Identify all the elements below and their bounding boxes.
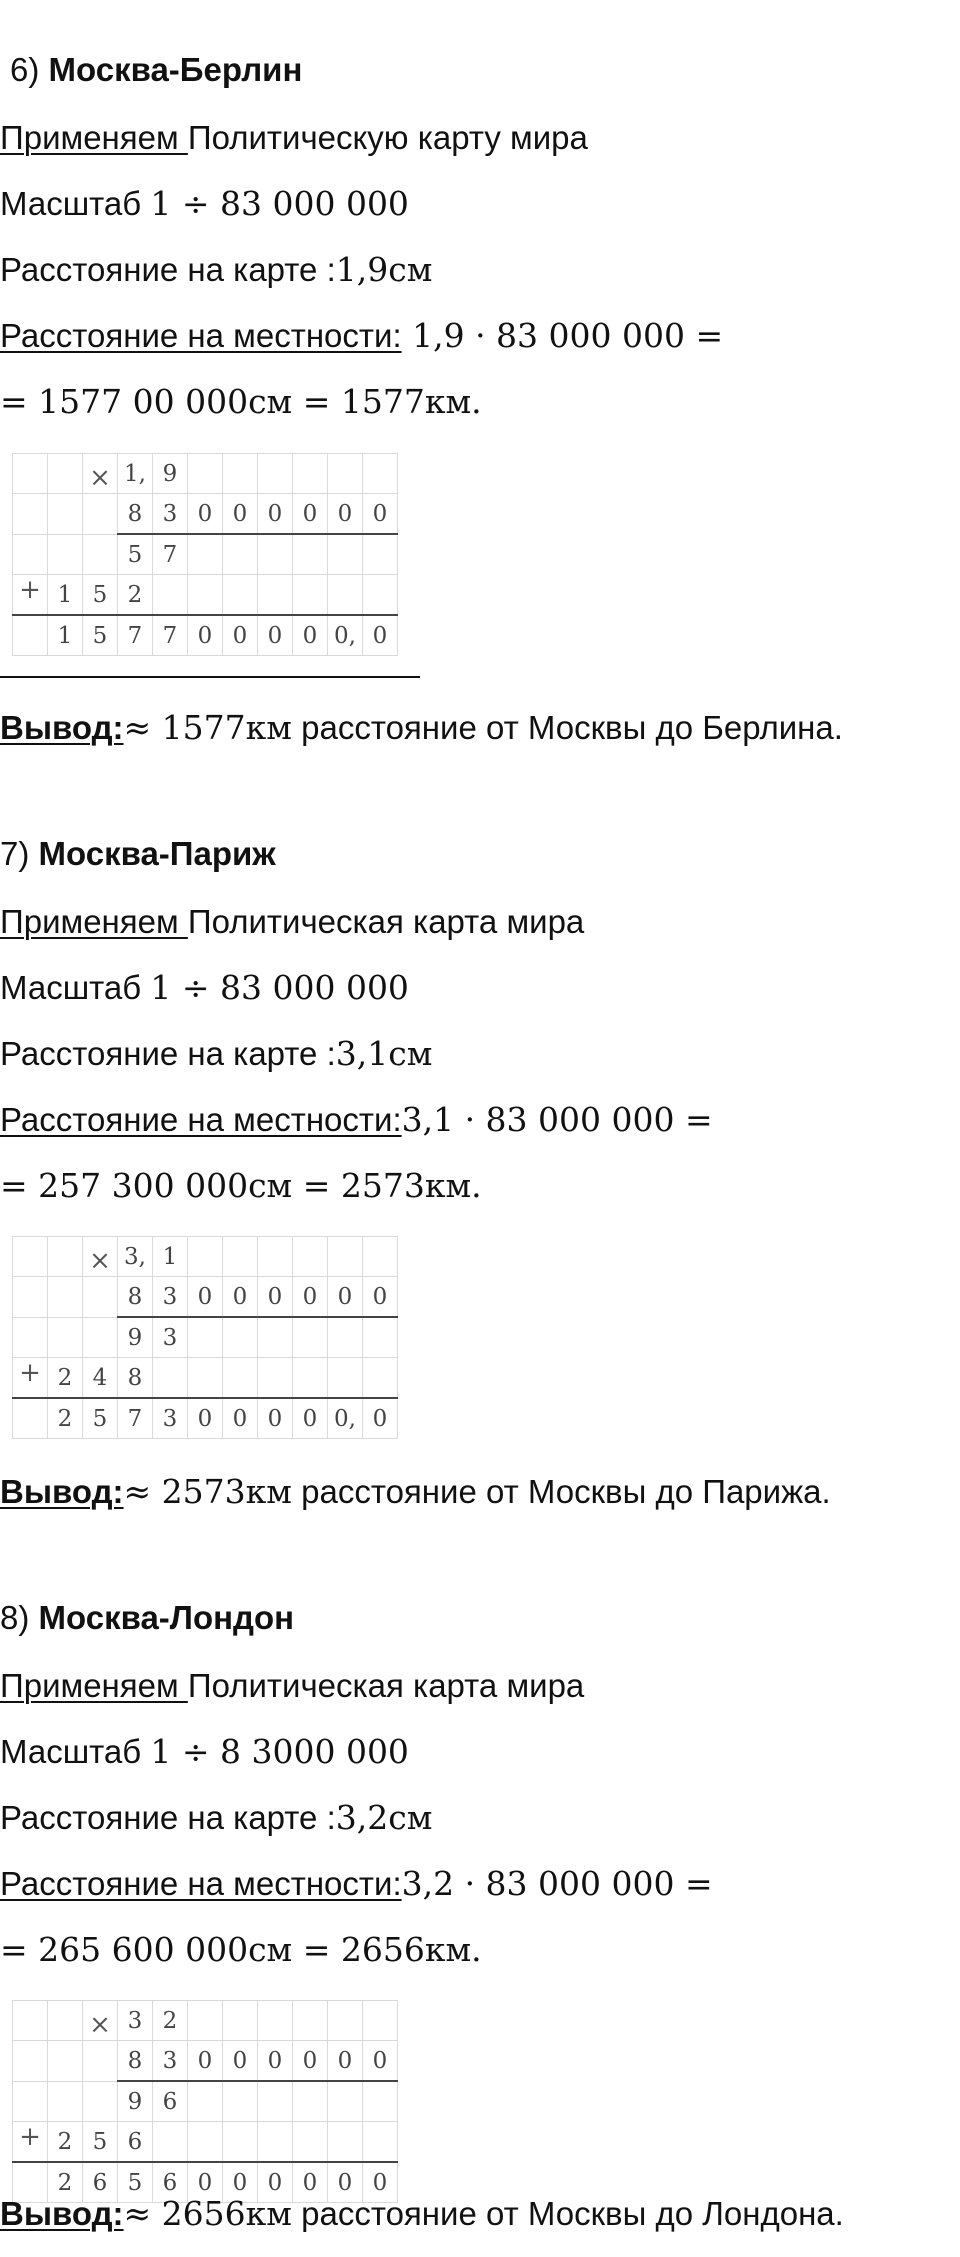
cell (188, 2122, 223, 2163)
cell: 2 (48, 2122, 83, 2163)
cell (83, 494, 118, 535)
cell (13, 454, 48, 494)
cell: 0 (188, 2041, 223, 2082)
plus-sign: + (13, 575, 48, 616)
ground-distance-line (0, 316, 723, 357)
cell (258, 2001, 293, 2041)
cell: 9 (153, 454, 188, 494)
ground-distance-line (0, 1864, 713, 1905)
cell: 1, (118, 454, 153, 494)
cell: 0 (363, 2041, 398, 2082)
cell (83, 1277, 118, 1318)
cell: 0 (258, 494, 293, 535)
cell (293, 454, 328, 494)
cell (328, 2001, 363, 2041)
multiplication-column (12, 2000, 398, 2203)
cell (83, 1317, 118, 1358)
apply-label: Применяем (0, 119, 188, 156)
map-distance-line (0, 1034, 432, 1075)
cell: 5 (83, 2122, 118, 2163)
ground-distance-label: Расстояние на местности: (0, 1101, 402, 1138)
cell: 0 (363, 1277, 398, 1318)
conclusion-value: ≈ 2656км (123, 2194, 292, 2233)
cell: 0 (188, 1277, 223, 1318)
cell (223, 1237, 258, 1277)
cell: 5 (118, 534, 153, 575)
cell (328, 2081, 363, 2122)
cell (293, 1317, 328, 1358)
cell: 0 (223, 2041, 258, 2082)
cell (293, 1237, 328, 1277)
cell (328, 1358, 363, 1399)
cell: 0 (363, 615, 398, 656)
map-distance-label: Расстояние на карте : (0, 1035, 336, 1072)
map-distance-value: 3,2см (335, 1798, 433, 1837)
cell: 5 (83, 615, 118, 656)
scale-value: 1 ÷ 83 000 000 (150, 184, 409, 223)
scale-line (0, 1732, 409, 1773)
cell: 7 (153, 615, 188, 656)
cell (83, 534, 118, 575)
cell (363, 534, 398, 575)
cell: 1 (153, 1237, 188, 1277)
cell (13, 1237, 48, 1277)
cell: 0 (293, 2162, 328, 2203)
scale-label: Масштаб (0, 969, 151, 1006)
cell (258, 1237, 293, 1277)
cell: 0 (223, 1398, 258, 1439)
cell: 2 (48, 1398, 83, 1439)
cell (363, 2122, 398, 2163)
cell (13, 1317, 48, 1358)
section-title: Москва-Париж (38, 835, 276, 872)
apply-line (0, 902, 584, 942)
cell (293, 2001, 328, 2041)
cell: 2 (118, 575, 153, 616)
cell (258, 2122, 293, 2163)
cell (258, 1317, 293, 1358)
cell: 2 (48, 2162, 83, 2203)
plus-sign: + (13, 1358, 48, 1399)
section-number: 6) (10, 51, 40, 88)
cell (48, 1317, 83, 1358)
section-number: 7) (0, 835, 30, 872)
cell (48, 1237, 83, 1277)
cell (223, 2001, 258, 2041)
cell (188, 2081, 223, 2122)
cell: 9 (118, 1317, 153, 1358)
cell: 0 (363, 2162, 398, 2203)
scale-line (0, 968, 409, 1009)
map-distance-value: 3,1см (335, 1034, 433, 1073)
cell (293, 2081, 328, 2122)
cell: 7 (118, 1398, 153, 1439)
cell (153, 2122, 188, 2163)
result-line: = 257 300 000см = 2573км. (0, 1166, 482, 1205)
apply-label: Применяем (0, 1667, 188, 1704)
map-distance-line (0, 1798, 432, 1839)
cell (13, 2001, 48, 2041)
cell (188, 534, 223, 575)
conclusion-label: Вывод: (0, 709, 124, 746)
cell (83, 2041, 118, 2082)
cell: 4 (83, 1358, 118, 1399)
cell (328, 454, 363, 494)
result-line: = 265 600 000см = 2656км. (0, 1930, 482, 1969)
cell (48, 534, 83, 575)
cell (188, 454, 223, 494)
scale-label: Масштаб (0, 185, 151, 222)
ground-distance-expression: 3,1 · 83 000 000 = (401, 1100, 713, 1139)
cell (188, 1317, 223, 1358)
cell: 0 (188, 615, 223, 656)
cell: 0 (363, 494, 398, 535)
cell: 8 (118, 1277, 153, 1318)
cell (363, 1237, 398, 1277)
cell (48, 2081, 83, 2122)
cell (13, 494, 48, 535)
map-distance-label: Расстояние на карте : (0, 251, 336, 288)
multiplication-column (12, 453, 398, 656)
cell (188, 2001, 223, 2041)
map-distance-value: 1,9см (335, 250, 433, 289)
section-heading (10, 50, 302, 90)
cell: 0, (328, 615, 363, 656)
cell (153, 575, 188, 616)
cell (223, 1317, 258, 1358)
cell: 0 (258, 1277, 293, 1318)
cell: 0 (188, 494, 223, 535)
cell (13, 2081, 48, 2122)
cell: 0 (293, 2041, 328, 2082)
conclusion-label: Вывод: (0, 1473, 124, 1510)
times-sign: × (83, 2001, 118, 2041)
scale-value: 1 ÷ 8 3000 000 (150, 1732, 409, 1771)
ground-distance-line (0, 1100, 713, 1141)
cell: 3 (153, 1317, 188, 1358)
cell (48, 494, 83, 535)
cell (363, 575, 398, 616)
cell (223, 575, 258, 616)
cell (363, 1317, 398, 1358)
result-line: = 1577 00 000см = 1577км. (0, 382, 482, 421)
cell (328, 575, 363, 616)
cell: 8 (118, 2041, 153, 2082)
apply-label: Применяем (0, 903, 188, 940)
cell (258, 454, 293, 494)
cell: 0 (188, 2162, 223, 2203)
separator-line (0, 676, 420, 678)
cell: 0 (293, 494, 328, 535)
cell: 0 (328, 494, 363, 535)
cell (328, 2122, 363, 2163)
apply-map: Политическую карту мира (187, 119, 588, 156)
scale-label: Масштаб (0, 1733, 151, 1770)
cell (293, 575, 328, 616)
cell (328, 534, 363, 575)
cell: 0 (363, 1398, 398, 1439)
cell (83, 2081, 118, 2122)
cell: 9 (118, 2081, 153, 2122)
cell: 0 (223, 2162, 258, 2203)
cell: 1 (48, 575, 83, 616)
cell: 0 (223, 494, 258, 535)
conclusion-value: ≈ 2573км (123, 1472, 292, 1511)
cell: 0 (258, 1398, 293, 1439)
cell: 5 (83, 1398, 118, 1439)
section-heading (0, 834, 276, 874)
cell (48, 2041, 83, 2082)
cell: 0 (258, 615, 293, 656)
cell: 3 (153, 494, 188, 535)
cell (223, 2122, 258, 2163)
ground-distance-label: Расстояние на местности: (0, 317, 402, 354)
cell: 3 (118, 2001, 153, 2041)
cell (48, 1277, 83, 1318)
cell (223, 2081, 258, 2122)
cell (363, 2081, 398, 2122)
cell (223, 534, 258, 575)
cell (188, 1358, 223, 1399)
cell (13, 534, 48, 575)
section-number: 8) (0, 1599, 30, 1636)
cell (13, 2041, 48, 2082)
cell: 6 (118, 2122, 153, 2163)
cell (13, 615, 48, 656)
section-title: Москва-Лондон (38, 1599, 295, 1636)
cell (293, 2122, 328, 2163)
apply-line (0, 118, 588, 158)
cell (13, 1398, 48, 1439)
cell: 0 (328, 1277, 363, 1318)
scale-value: 1 ÷ 83 000 000 (150, 968, 409, 1007)
cell: 0 (188, 1398, 223, 1439)
conclusion-line (0, 708, 843, 749)
cell: 2 (48, 1358, 83, 1399)
conclusion-value: ≈ 1577км (123, 708, 292, 747)
cell: 5 (118, 2162, 153, 2203)
ground-distance-expression: 1,9 · 83 000 000 = (401, 316, 724, 355)
conclusion-text: расстояние от Москвы до Лондона. (291, 2195, 844, 2232)
plus-sign: + (13, 2122, 48, 2163)
cell: 0, (328, 1398, 363, 1439)
cell (293, 534, 328, 575)
cell: 0 (328, 2041, 363, 2082)
cell (13, 1277, 48, 1318)
apply-line (0, 1666, 584, 1706)
cell: 5 (83, 575, 118, 616)
section-heading (0, 1598, 294, 1638)
cell (328, 1237, 363, 1277)
cell: 3, (118, 1237, 153, 1277)
cell: 7 (118, 615, 153, 656)
cell (188, 575, 223, 616)
apply-map: Политическая карта мира (187, 1667, 585, 1704)
cell (363, 2001, 398, 2041)
conclusion-text: расстояние от Москвы до Берлина. (291, 709, 843, 746)
map-distance-line (0, 250, 432, 291)
conclusion-text: расстояние от Москвы до Парижа. (291, 1473, 831, 1510)
cell: 8 (118, 1358, 153, 1399)
cell (258, 2081, 293, 2122)
cell: 8 (118, 494, 153, 535)
multiplication-column (12, 1236, 398, 1439)
cell (48, 2001, 83, 2041)
cell (223, 454, 258, 494)
cell: 0 (293, 615, 328, 656)
section-title: Москва-Берлин (48, 51, 303, 88)
scale-line (0, 184, 409, 225)
cell: 1 (48, 615, 83, 656)
cell: 6 (153, 2162, 188, 2203)
cell: 0 (258, 2162, 293, 2203)
cell: 0 (293, 1277, 328, 1318)
cell: 0 (328, 2162, 363, 2203)
times-sign: × (83, 454, 118, 494)
cell: 0 (293, 1398, 328, 1439)
conclusion-label: Вывод: (0, 2195, 124, 2232)
cell: 2 (153, 2001, 188, 2041)
cell (153, 1358, 188, 1399)
cell (48, 454, 83, 494)
cell: 6 (83, 2162, 118, 2203)
cell: 3 (153, 1398, 188, 1439)
cell: 7 (153, 534, 188, 575)
cell (258, 534, 293, 575)
cell (363, 1358, 398, 1399)
map-distance-label: Расстояние на карте : (0, 1799, 336, 1836)
ground-distance-expression: 3,2 · 83 000 000 = (401, 1864, 713, 1903)
times-sign: × (83, 1237, 118, 1277)
cell (293, 1358, 328, 1399)
cell: 3 (153, 1277, 188, 1318)
cell (223, 1358, 258, 1399)
cell: 0 (258, 2041, 293, 2082)
cell: 3 (153, 2041, 188, 2082)
cell (258, 1358, 293, 1399)
apply-map: Политическая карта мира (187, 903, 585, 940)
conclusion-line (0, 2194, 844, 2235)
cell (328, 1317, 363, 1358)
cell (363, 454, 398, 494)
ground-distance-label: Расстояние на местности: (0, 1865, 402, 1902)
cell: 6 (153, 2081, 188, 2122)
cell: 0 (223, 615, 258, 656)
cell: 0 (223, 1277, 258, 1318)
conclusion-line (0, 1472, 831, 1513)
cell (188, 1237, 223, 1277)
cell (258, 575, 293, 616)
